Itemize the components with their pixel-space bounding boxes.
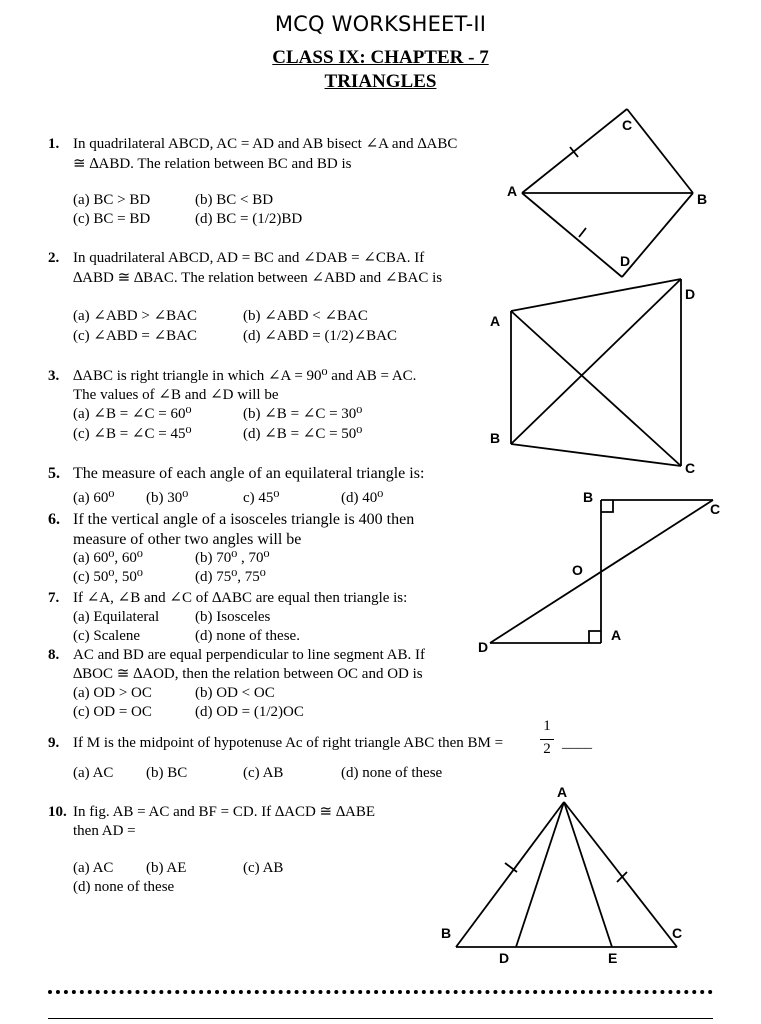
question-text: ∆ABC is right triangle in which ∠A = 90⁰ and AB = AC. (73, 368, 417, 384)
question-number: 9. (48, 735, 60, 751)
class-chapter-heading: CLASS IX: CHAPTER - 7 (272, 47, 489, 68)
option-b: (b) ∠B = ∠C = 30⁰ (243, 406, 363, 422)
question-number: 10. (48, 804, 67, 820)
fig3-label-d: D (478, 639, 489, 655)
question-number: 5. (48, 465, 60, 482)
worksheet-title: MCQ WORKSHEET-II (274, 12, 487, 36)
question-text: In fig. AB = AC and BF = CD. If ∆ACD ≅ ∆ABE (73, 804, 376, 820)
option-b: (b) BC (146, 765, 188, 781)
option-d: (d) 75⁰, 75⁰ (195, 569, 266, 585)
question-text: ∆ABD ≅ ∆BAC. The relation between ∠ABD and ∠BAC is (73, 270, 443, 286)
option-b: (b) 30⁰ (146, 490, 189, 506)
option-b: (b) BC < BD (195, 192, 274, 208)
fraction-denominator: 2 (543, 741, 551, 757)
option-b: (b) Isosceles (195, 609, 271, 625)
option-a: (a) 60⁰ (73, 490, 115, 506)
option-a: (a) BC > BD (73, 192, 151, 208)
option-c: (c) OD = OC (73, 704, 152, 720)
fig4-label-b: B (441, 925, 452, 941)
figure-3-perpendiculars (490, 500, 713, 643)
question-number: 8. (48, 647, 60, 663)
topic-heading: TRIANGLES (324, 71, 437, 92)
question-text: In quadrilateral ABCD, AC = AD and AB bisect ∠A and ∆ABC (73, 136, 458, 152)
option-a: (a) ∠ABD > ∠BAC (73, 308, 198, 324)
question-number: 2. (48, 250, 60, 266)
option-b: (b) 70⁰ , 70⁰ (195, 550, 270, 566)
question-text: ∆BOC ≅ ∆AOD, then the relation between OC and OD is (73, 666, 423, 682)
question-number: 7. (48, 590, 60, 606)
question-text: then AD = (73, 823, 136, 839)
question-text: AC and BD are equal perpendicular to line segment AB. If (73, 647, 425, 663)
question-text: The measure of each angle of an equilateral triangle is: (73, 465, 425, 482)
fig4-label-d: D (499, 950, 510, 966)
option-d: (d) none of these (341, 765, 443, 781)
question-number: 1. (48, 136, 60, 152)
option-c: (c) ∠ABD = ∠BAC (73, 328, 198, 344)
option-d: (d) ∠B = ∠C = 50⁰ (243, 426, 363, 442)
fig1-label-b: B (697, 191, 708, 207)
option-b: (b) OD < OC (195, 685, 275, 701)
option-a: (a) ∠B = ∠C = 60⁰ (73, 406, 192, 422)
question-text: If M is the midpoint of hypotenuse Ac of right triangle ABC then BM = (73, 735, 504, 751)
fig3-label-b: B (583, 489, 594, 505)
fig3-label-o: O (572, 562, 583, 578)
figure-4-isosceles-triangle (456, 802, 677, 947)
option-d: (d) OD = (1/2)OC (195, 704, 304, 720)
option-c: (c) AB (243, 765, 284, 781)
fig4-label-c: C (672, 925, 683, 941)
question-number: 6. (48, 511, 60, 528)
footer-rule (48, 1018, 713, 1019)
fig4-label-e: E (608, 950, 618, 966)
fig2-label-c: C (685, 460, 696, 476)
option-a: (a) Equilateral (73, 609, 160, 625)
question-text: The values of ∠B and ∠D will be (73, 387, 279, 403)
option-d: (d) none of these. (195, 628, 300, 644)
option-d: (d) none of these (73, 879, 175, 895)
fig1-label-a: A (507, 183, 518, 199)
option-c: (c) Scalene (73, 628, 141, 644)
fig2-label-a: A (490, 313, 501, 329)
option-a: (a) OD > OC (73, 685, 152, 701)
option-b: (b) AE (146, 860, 187, 876)
option-c: (c) 50⁰, 50⁰ (73, 569, 143, 585)
option-d: (d) BC = (1/2)BD (195, 211, 303, 227)
option-a: (a) AC (73, 765, 114, 781)
fig4-label-a: A (557, 784, 568, 800)
fraction-numerator: 1 (543, 718, 551, 734)
fig3-label-c: C (710, 501, 721, 517)
option-d: (d) ∠ABD = (1/2)∠BAC (243, 328, 398, 344)
figure-2-quadrilateral (511, 279, 681, 466)
figure-1-kite (522, 109, 693, 277)
fig2-label-b: B (490, 430, 501, 446)
question-text: In quadrilateral ABCD, AD = BC and ∠DAB = ∠CBA. If (73, 250, 425, 266)
option-d: (d) 40⁰ (341, 490, 384, 506)
fig2-label-d: D (685, 286, 696, 302)
question-number: 3. (48, 368, 60, 384)
question-text: measure of other two angles will be (73, 531, 302, 548)
option-b: (b) ∠ABD < ∠BAC (243, 308, 368, 324)
question-text: If the vertical angle of a isosceles triangle is 400 then (73, 511, 415, 528)
option-a: (a) AC (73, 860, 114, 876)
fig1-label-d: D (620, 253, 631, 269)
question-text: ≅ ∆ABD. The relation between BC and BD is (73, 156, 352, 172)
option-c: (c) BC = BD (73, 211, 151, 227)
option-c: (c) AB (243, 860, 284, 876)
option-c: c) 45⁰ (243, 490, 280, 506)
option-c: (c) ∠B = ∠C = 45⁰ (73, 426, 192, 442)
dotted-divider (48, 990, 713, 994)
answer-blank: ____ (562, 735, 592, 751)
fig3-label-a: A (611, 627, 622, 643)
question-text: If ∠A, ∠B and ∠C of ∆ABC are equal then triangle is: (73, 590, 408, 606)
fig1-label-c: C (622, 117, 633, 133)
option-a: (a) 60⁰, 60⁰ (73, 550, 143, 566)
